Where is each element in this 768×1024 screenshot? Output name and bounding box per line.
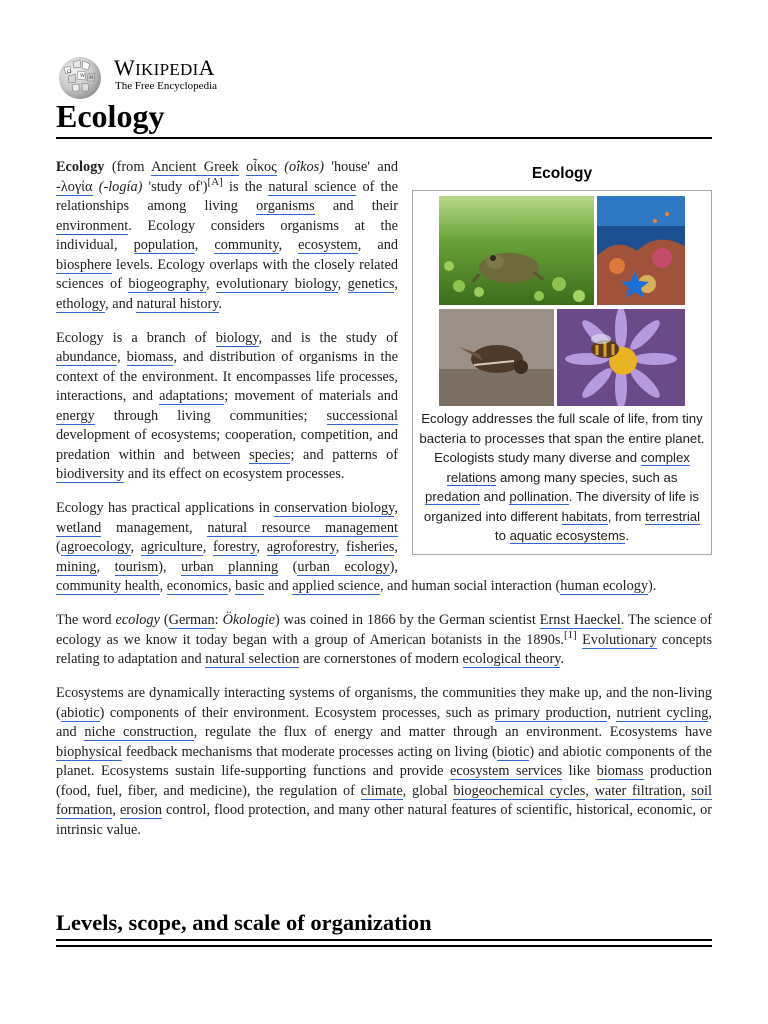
italic-text: (-logía) (98, 178, 143, 195)
wiki-link[interactable]: abiotic (60, 704, 100, 721)
wiki-link[interactable]: predation (425, 489, 481, 504)
text-run: , (278, 237, 299, 253)
wiki-link[interactable]: biogeography (128, 276, 207, 292)
text-run: , (227, 578, 236, 594)
wiki-link[interactable]: environment (56, 217, 129, 234)
coral-reef-image[interactable] (597, 196, 685, 305)
wiki-link[interactable]: ecological theory (462, 651, 561, 667)
text-run: ) components of their environment. Ecosystem processes, such as (99, 704, 495, 721)
infobox-title: Ecology (531, 165, 593, 182)
infobox-frame (412, 190, 712, 555)
wiki-link[interactable]: forestry (212, 539, 257, 555)
text-run: , (337, 276, 348, 292)
wiki-link[interactable]: -λογία (56, 178, 93, 195)
wiki-link[interactable]: community health (56, 578, 160, 594)
wiki-link[interactable]: nutrient cycling (616, 704, 709, 721)
wiki-link[interactable]: οἶκος (246, 159, 277, 175)
text-run: and (264, 578, 293, 594)
article-body (56, 158, 712, 855)
text-run: and their (314, 198, 398, 214)
text-run: control, flood protection, and many other natural features of scientific, historical, economic, or intrinsic value. (56, 802, 712, 838)
text-run: , (159, 578, 167, 594)
wiki-link[interactable]: aquatic ecosystems (509, 528, 626, 543)
wiki-link[interactable]: water filtration (594, 782, 683, 799)
text-run: , (256, 539, 267, 555)
wiki-link[interactable]: habitats (561, 508, 608, 524)
svg-text:W: W (80, 73, 86, 79)
text-run: , (607, 704, 617, 721)
text-run: , (130, 539, 141, 555)
italic-text: Ökologie (222, 612, 275, 628)
bold-term: Ecology (56, 159, 105, 175)
text-run: , (206, 276, 217, 292)
text-run: . (560, 651, 565, 667)
wiki-link[interactable]: biology (215, 329, 259, 346)
wiki-link[interactable]: organisms (256, 198, 315, 214)
text-run: ), (389, 558, 398, 575)
text-run: . The diversity of life is organized into different (423, 489, 699, 524)
text-run: , and is the study of (258, 329, 398, 346)
reference-link[interactable]: [1] (563, 628, 577, 641)
wiki-link[interactable]: Ancient Greek (151, 159, 239, 175)
text-run: , and (105, 295, 137, 312)
text-run: (from (104, 159, 152, 175)
text-run: of the relationships among living (56, 178, 399, 214)
wiki-link[interactable]: applied science (292, 578, 381, 594)
text-run: , global (402, 782, 454, 799)
svg-text:Ω: Ω (67, 69, 72, 75)
wiki-link[interactable]: wetland (56, 519, 102, 536)
text-run: Ecology addresses the full scale of life, from tiny bacteria to processes that span the entire planet. Ecologists study many diverse and (419, 411, 705, 465)
text-run: and (480, 489, 510, 504)
text-run: like (562, 763, 597, 779)
wiki-link[interactable]: community (214, 237, 279, 253)
wiki-link[interactable]: species (249, 446, 291, 463)
text-run: , (394, 500, 398, 516)
wiki-link[interactable]: urban planning (181, 558, 279, 575)
wiki-link[interactable]: genetics (347, 276, 395, 292)
wiki-link[interactable]: fisheries (345, 539, 395, 555)
wiki-link[interactable]: agriculture (140, 539, 203, 555)
text-run: , and (56, 704, 712, 740)
text-run: Ecology has practical applications in (56, 500, 275, 516)
text-run: ), (158, 558, 182, 575)
wiki-link[interactable]: biophysical (56, 743, 122, 760)
bee-on-flower-image[interactable] (557, 309, 685, 406)
wikipedia-globe-icon[interactable] (56, 54, 104, 100)
wiki-link[interactable]: natural resource management (207, 519, 398, 536)
text-run: ; movement of materials and (224, 388, 398, 404)
infobox (412, 158, 712, 555)
wiki-link[interactable]: energy (56, 407, 95, 424)
section-divider-bottom (56, 945, 712, 947)
text-run: The word (56, 612, 116, 628)
text-run: production (food, fuel, fiber, and medicine), the regulation of (56, 763, 712, 799)
text-run: , and human social interaction ( (380, 578, 561, 594)
wiki-link[interactable]: pollination (509, 489, 569, 504)
text-run: ) and abiotic components of the planet. Ecosystems sustain life-supporting functions and provide (56, 743, 712, 779)
text-run: Ecosystems are dynamically interacting systems of organisms, the communities they make up, and the non-living ( (56, 685, 712, 721)
wiki-link[interactable]: mining (56, 558, 97, 575)
section-heading: Levels, scope, and scale of organization (56, 910, 432, 935)
wiki-link[interactable]: ecosystem services (449, 763, 563, 779)
wiki-link[interactable]: terrestrial (645, 508, 701, 524)
wiki-link[interactable]: biotic (496, 743, 530, 760)
bird-image[interactable] (439, 309, 554, 406)
wiki-link[interactable]: population (133, 237, 195, 253)
wiki-link[interactable]: agroecology (60, 539, 131, 555)
infobox-caption (419, 409, 705, 546)
text-run: . Ecology considers organisms at the individual, (56, 217, 398, 253)
text-run: through living communities; (94, 407, 327, 424)
wiki-link[interactable]: abundance (56, 349, 118, 365)
text-run: , (194, 237, 215, 253)
page-title: Ecology (56, 98, 165, 134)
text-run: , (394, 539, 398, 555)
text-run: and its effect on ecosystem processes. (124, 466, 345, 482)
text-run: . (218, 295, 223, 312)
wiki-link[interactable]: tourism (114, 558, 159, 575)
text-run: levels. Ecology overlaps with the closely related sciences of (56, 256, 398, 292)
paragraph (56, 684, 712, 840)
wiki-link[interactable]: niche construction (84, 724, 194, 740)
wiki-link[interactable]: natural history (136, 295, 219, 312)
reference-link[interactable]: [A] (207, 175, 223, 188)
text-run: , and (357, 237, 398, 253)
wiki-link[interactable]: ethology (56, 295, 106, 312)
svg-text:И: И (89, 75, 94, 81)
italic-text: ecology (115, 612, 160, 628)
wiki-link[interactable]: climate (360, 782, 403, 799)
wiki-link[interactable]: urban ecology (297, 558, 390, 575)
text-run: , (682, 782, 692, 799)
text-run: ; and patterns of (290, 446, 398, 463)
wiki-link[interactable]: successional (326, 407, 398, 424)
text-run: , (335, 539, 346, 555)
text-run: ). (648, 578, 657, 594)
wiki-link[interactable]: economics (166, 578, 228, 594)
wiki-link[interactable]: primary production (494, 704, 608, 721)
wordmark-middle: IKIPEDI (135, 60, 199, 79)
text-run: , (117, 349, 127, 365)
text-run: ( (56, 539, 61, 555)
text-run: feedback mechanisms that moderate processes acting on living ( (121, 743, 497, 760)
wiki-link[interactable]: conservation biology (274, 500, 395, 516)
wiki-link[interactable]: complex relations (446, 450, 690, 485)
wikipedia-wordmark[interactable] (114, 56, 215, 82)
wiki-link[interactable]: biosphere (56, 256, 112, 273)
text-run: development of ecosystems; cooperation, competition, and predation within and between (56, 427, 398, 463)
wiki-link[interactable]: basic (235, 578, 265, 594)
site-header[interactable] (56, 54, 276, 96)
wiki-link[interactable]: biomass (596, 763, 644, 779)
text-run: ( (159, 612, 169, 628)
text-run: are cornerstones of modern (299, 651, 463, 667)
section-divider-top (56, 939, 712, 941)
frog-image[interactable] (439, 196, 594, 305)
paragraph (56, 611, 712, 670)
tagline: The Free Encyclopedia (115, 80, 218, 92)
text-run: ) was coined in 1866 by the German scientist (274, 612, 540, 628)
text-run: , regulate the flux of energy and matter through an environment. Ecosystems have (193, 724, 712, 740)
text-run: Ecology is a branch of (56, 329, 216, 346)
wiki-link[interactable]: German (168, 612, 215, 628)
wiki-link[interactable]: biodiversity (56, 466, 125, 482)
text-run: concepts relating to adaptation and (56, 631, 713, 667)
text-run: , from (607, 508, 646, 524)
wiki-link[interactable]: evolutionary biology (216, 276, 338, 292)
text-run: , and distribution of organisms in the context of the environment. It encompasses life processes, interactions, and (56, 349, 398, 404)
wiki-link[interactable]: Ernst Haeckel (539, 612, 621, 628)
wiki-link[interactable]: ecosystem (298, 237, 358, 253)
text-run: , (96, 558, 115, 575)
title-divider (56, 137, 712, 139)
text-run: management, (101, 519, 208, 536)
text-run: . (625, 528, 630, 543)
text-run: , (112, 802, 120, 818)
text-run: , (394, 276, 398, 292)
text-run: , (202, 539, 213, 555)
infobox-image-grid (439, 196, 685, 406)
text-run: among many species, such as (496, 469, 678, 485)
text-run: is the (222, 178, 269, 195)
text-run: : (214, 612, 223, 628)
wiki-link[interactable]: natural science (268, 178, 357, 195)
wiki-link[interactable]: human ecology (560, 578, 649, 594)
wiki-link[interactable]: agroforestry (266, 539, 336, 555)
text-run: 'study of') (142, 178, 208, 195)
wiki-link[interactable]: erosion (119, 802, 163, 818)
wiki-link[interactable]: adaptations (159, 388, 225, 404)
text-run: , (585, 782, 595, 799)
wiki-link[interactable]: soil formation (56, 782, 712, 818)
text-run: . The science of ecology as we know it today began with a group of American botanists in the 1890s. (56, 612, 713, 648)
wiki-link[interactable]: biomass (126, 349, 174, 365)
wiki-link[interactable]: Evolutionary (582, 631, 657, 648)
wordmark-initial: W (114, 55, 136, 80)
wordmark-final: A (198, 55, 215, 80)
text-run: 'house' and (323, 159, 398, 175)
italic-text: (oîkos) (284, 159, 324, 175)
text-run: ( (278, 558, 298, 575)
wiki-link[interactable]: natural selection (205, 651, 300, 667)
text-run: to (494, 528, 510, 543)
wiki-link[interactable]: biogeochemical cycles (453, 782, 586, 799)
